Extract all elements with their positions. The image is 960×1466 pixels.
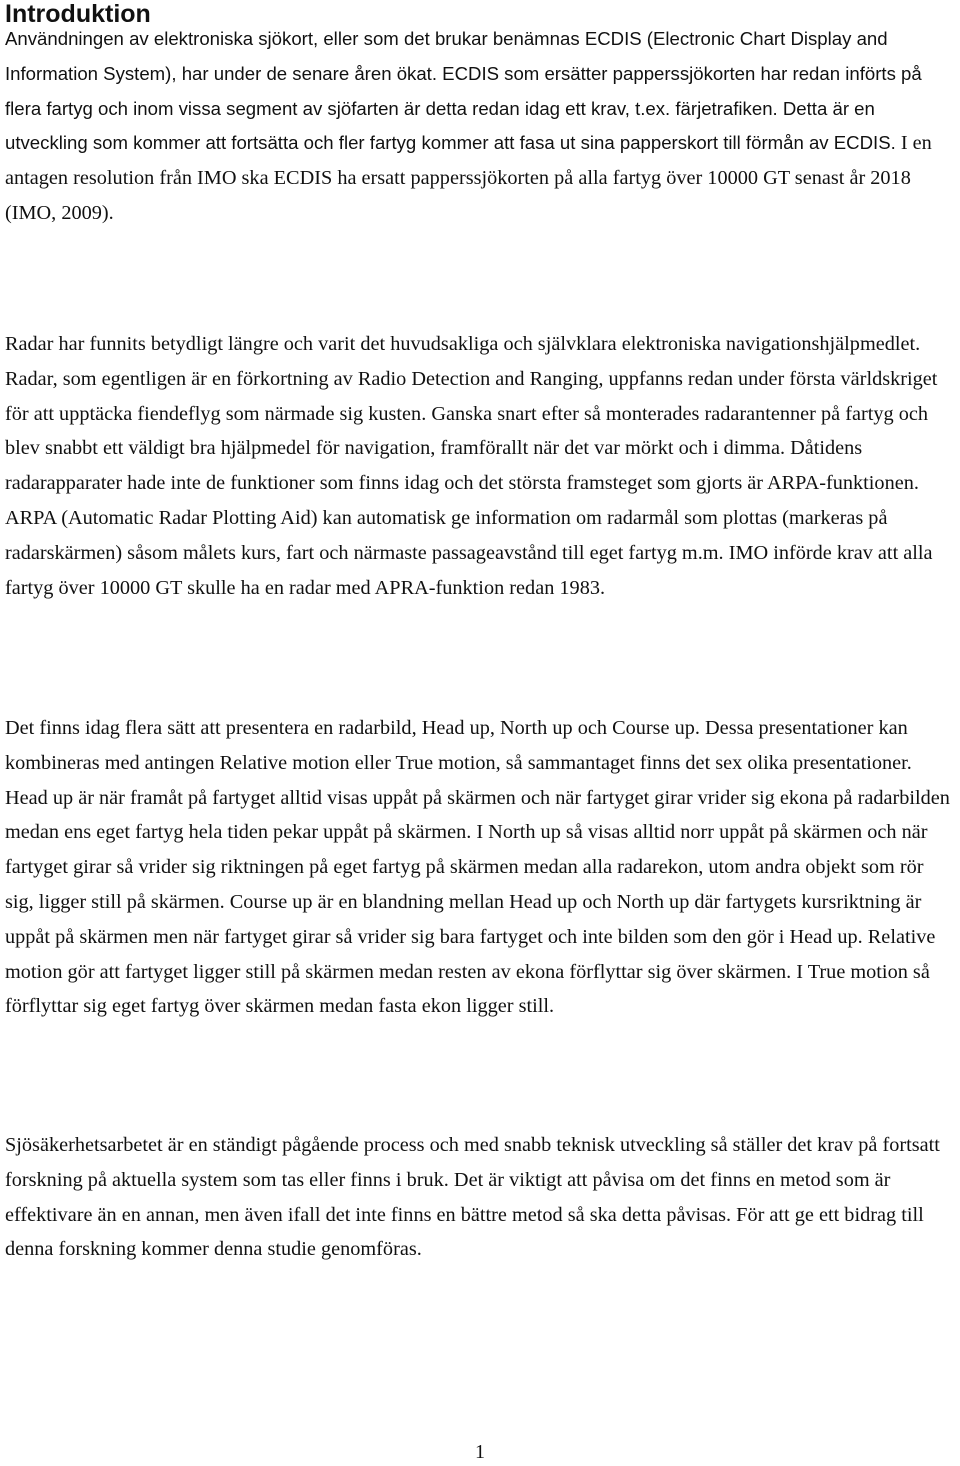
paragraph-ecdis-part1: Användningen av elektroniska sjökort, eller som det brukar benämnas ECDIS (Electronic Chart Display and Information System), har under de senare åren ökat. ECDIS som ersätter papperssjökorten har redan införts på flera fartyg och inom vissa segment av sjöfarten är detta redan idag ett krav, t.ex. färjetrafiken. Detta är en utveckling som kommer att fortsätta och fler fartyg kommer att fasa ut sina papperskort till förmån av ECDIS.	[5, 28, 922, 154]
paragraph-radar: Radar har funnits betydligt längre och varit det huvudsakliga och självklara elektroniska navigationshjälpmedlet. Radar, som egentligen är en förkortning av Radio Detection and Ranging, uppfanns redan under första världskriget för att upptäcka fiendeflyg som närmade sig kusten. Ganska snart efter så monterades radarantenner på fartyg och blev snabbt ett väldigt bra hjälpmedel för navigation, framförallt när det var mörkt och i dimma. Dåtidens radarapparater hade inte de funktioner som finns idag och det största framsteget som gjorts är ARPA-funktionen. ARPA (Automatic Radar Plotting Aid) kan automatisk ge information om radarmål som plottas (markeras på radarskärmen) såsom målets kurs, fart och närmaste passageavstånd till eget fartyg m.m. IMO införde krav att alla fartyg över 10000 GT skulle ha en radar med APRA-funktion redan 1983.	[5, 333, 938, 599]
paragraph-safety: Sjösäkerhetsarbetet är en ständigt pågående process och med snabb teknisk utveckling så ställer det krav på fortsatt forskning på aktuella system som tas eller finns i bruk. Det är viktigt att påvisa om det finns en metod som är effektivare än en annan, men även ifall det inte finns en bättre metod så ska detta påvisas. För att ge ett bidrag till denna forskning kommer denna studie genomföras.	[5, 1134, 940, 1261]
page-number: 1	[475, 1441, 485, 1463]
paragraph-presentations: Det finns idag flera sätt att presentera en radarbild, Head up, North up och Course up. Dessa presentationer kan kombineras med antingen Relative motion eller True motion, så sammantaget finns det sex olika presentationer. Head up är när framåt på fartyget alltid visas uppåt på skärmen och när fartyget girar vrider sig ekona på radarbilden medan ens eget fartyg hela tiden pekar uppåt på skärmen. I North up så visas alltid norr uppåt på skärmen och när fartyget girar så vrider sig riktningen på eget fartyg på skärmen medan alla radarekon, utom andra objekt som rör sig, ligger still på skärmen. Course up är en blandning mellan Head up och North up där fartygets kursriktning är uppåt på skärmen men när fartyget girar så vrider sig bara fartyget och inte bilden som den gör i Head up. Relative motion gör att fartyget ligger still på skärmen medan resten av ekona förflyttar sig över skärmen. I True motion så förflyttar sig eget fartyg över skärmen medan fasta ekon ligger still.	[5, 717, 950, 1018]
paragraph-ecdis	[5, 22, 953, 231]
section-heading: Introduktion	[5, 0, 151, 28]
document-page	[5, 0, 955, 1466]
paragraph-ecdis-part2: I en antagen resolution från IMO ska ECDIS ha ersatt papperssjökorten på alla fartyg över 10000 GT senast år 2018 (IMO, 2009).	[5, 132, 932, 224]
